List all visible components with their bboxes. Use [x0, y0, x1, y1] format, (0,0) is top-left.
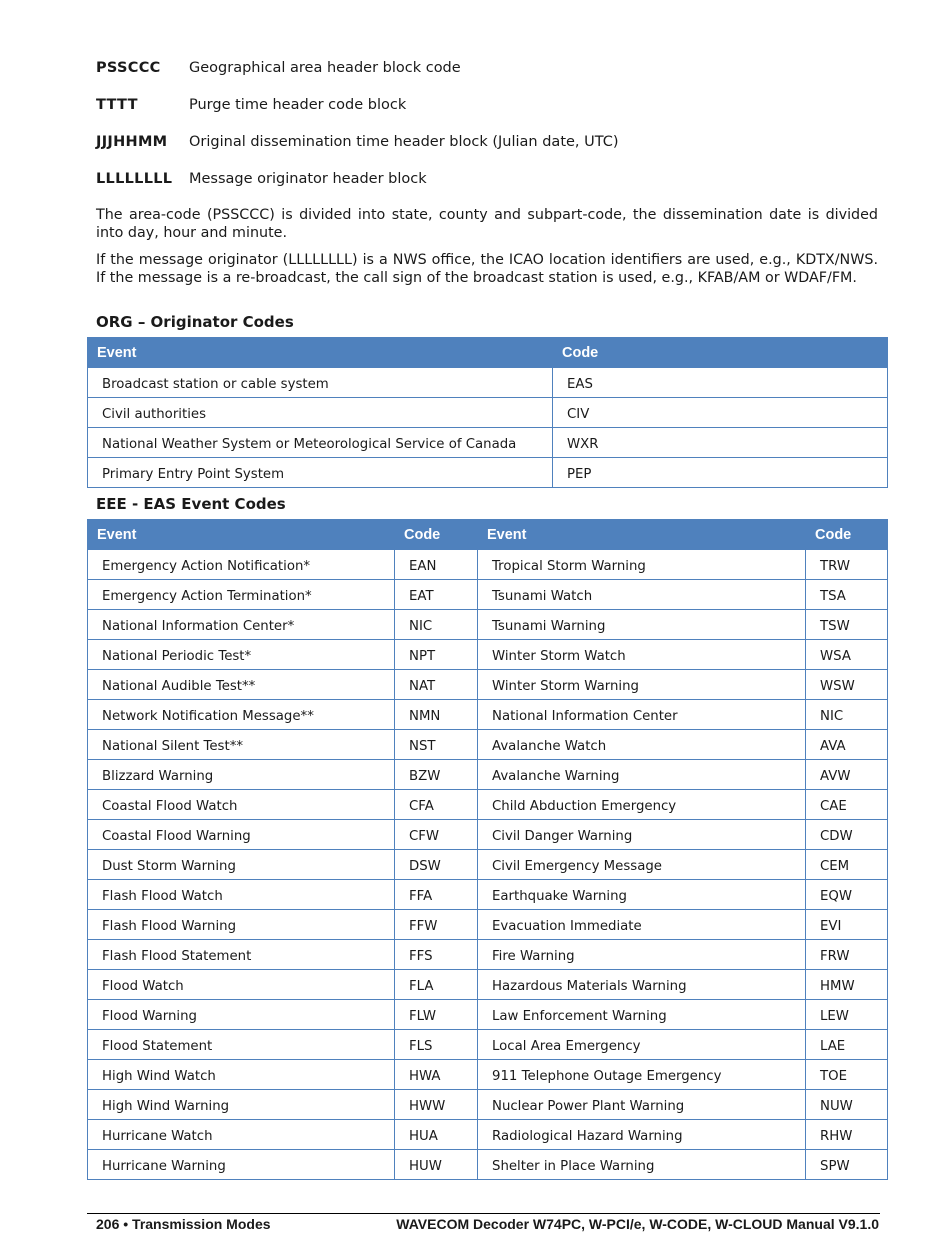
event-cell: Earthquake Warning — [478, 880, 806, 910]
code-cell: PEP — [553, 458, 888, 488]
code-cell: CAE — [806, 790, 888, 820]
event-cell: National Information Center — [478, 700, 806, 730]
event-cell: National Audible Test** — [88, 670, 395, 700]
event-cell: Network Notification Message** — [88, 700, 395, 730]
event-cell: Flood Statement — [88, 1030, 395, 1060]
event-cell: Flood Watch — [88, 970, 395, 1000]
code-cell: CEM — [806, 850, 888, 880]
table-row — [88, 1090, 888, 1120]
code-cell: EAS — [553, 368, 888, 398]
table-row — [88, 640, 888, 670]
table-row — [88, 1030, 888, 1060]
table-row — [88, 368, 888, 398]
event-cell: Flash Flood Warning — [88, 910, 395, 940]
code-cell: FFS — [395, 940, 478, 970]
table-row — [88, 428, 888, 458]
event-cell: Child Abduction Emergency — [478, 790, 806, 820]
table-header-row — [88, 520, 888, 550]
table-row — [88, 458, 888, 488]
event-cell: Radiological Hazard Warning — [478, 1120, 806, 1150]
event-cell: Shelter in Place Warning — [478, 1150, 806, 1180]
code-cell: NMN — [395, 700, 478, 730]
code-cell: FRW — [806, 940, 888, 970]
table-row — [88, 880, 888, 910]
table-row — [88, 398, 888, 428]
column-header-code: Code — [553, 338, 888, 368]
code-cell: SPW — [806, 1150, 888, 1180]
table-row — [88, 670, 888, 700]
event-cell: Emergency Action Notification* — [88, 550, 395, 580]
event-cell: Primary Entry Point System — [88, 458, 553, 488]
event-cell: Tsunami Warning — [478, 610, 806, 640]
code-cell: EVI — [806, 910, 888, 940]
table-row — [88, 850, 888, 880]
table-row — [88, 1150, 888, 1180]
code-cell: HUW — [395, 1150, 478, 1180]
code-cell: NPT — [395, 640, 478, 670]
area-code-paragraph: The area-code (PSSCCC) is divided into state, county and subpart-code, the dissemination date is divided into day, hour and minute. — [96, 207, 878, 241]
event-cell: Winter Storm Watch — [478, 640, 806, 670]
code-cell: NIC — [806, 700, 888, 730]
code-cell: BZW — [395, 760, 478, 790]
event-cell: Civil Danger Warning — [478, 820, 806, 850]
code-cell: TSA — [806, 580, 888, 610]
header-code-definitions — [96, 56, 896, 204]
code-cell: HUA — [395, 1120, 478, 1150]
event-cell: Hurricane Watch — [88, 1120, 395, 1150]
footer-divider — [87, 1213, 880, 1214]
code-cell: LAE — [806, 1030, 888, 1060]
event-cell: Tropical Storm Warning — [478, 550, 806, 580]
table-row — [88, 910, 888, 940]
code-cell: RHW — [806, 1120, 888, 1150]
code-cell: TRW — [806, 550, 888, 580]
code-cell: WXR — [553, 428, 888, 458]
code-cell: FFA — [395, 880, 478, 910]
footer-page-info: 206 • Transmission Modes — [96, 1216, 271, 1232]
event-cell: 911 Telephone Outage Emergency — [478, 1060, 806, 1090]
table-row — [88, 730, 888, 760]
code-cell: EAT — [395, 580, 478, 610]
definition-term: PSSCCC — [96, 60, 161, 76]
table-row — [88, 1060, 888, 1090]
code-cell: WSW — [806, 670, 888, 700]
event-cell: Winter Storm Warning — [478, 670, 806, 700]
column-header-event: Event — [88, 338, 553, 368]
event-cell: Hazardous Materials Warning — [478, 970, 806, 1000]
definition-row — [96, 93, 896, 130]
footer-manual-title: WAVECOM Decoder W74PC, W-PCI/e, W-CODE, W-CLOUD Manual V9.1.0 — [396, 1216, 879, 1232]
definition-row — [96, 167, 896, 204]
column-header-event: Event — [88, 520, 395, 550]
definition-row — [96, 130, 896, 167]
code-cell: TSW — [806, 610, 888, 640]
code-cell: LEW — [806, 1000, 888, 1030]
event-cell: Hurricane Warning — [88, 1150, 395, 1180]
event-cell: National Information Center* — [88, 610, 395, 640]
event-cell: National Periodic Test* — [88, 640, 395, 670]
code-cell: CIV — [553, 398, 888, 428]
originator-paragraph: If the message originator (LLLLLLLL) is a NWS office, the ICAO location identifiers are used, e.g., KDTX/NWS. If the message is a re-broadcast, the call sign of the broadcast station is used, e.g., KFAB/AM or WDAF/FM. — [96, 252, 878, 286]
code-cell: EQW — [806, 880, 888, 910]
definition-term: JJJHHMM — [96, 134, 168, 150]
table-row — [88, 970, 888, 1000]
event-cell: Fire Warning — [478, 940, 806, 970]
event-cell: National Weather System or Meteorological Service of Canada — [88, 428, 553, 458]
event-cell: Civil Emergency Message — [478, 850, 806, 880]
code-cell: FLW — [395, 1000, 478, 1030]
code-cell: FFW — [395, 910, 478, 940]
code-cell: NIC — [395, 610, 478, 640]
table-header-row — [88, 338, 888, 368]
code-cell: WSA — [806, 640, 888, 670]
definition-description: Original dissemination time header block (Julian date, UTC) — [189, 134, 619, 150]
event-cell: Local Area Emergency — [478, 1030, 806, 1060]
event-cell: Emergency Action Termination* — [88, 580, 395, 610]
table-row — [88, 550, 888, 580]
eas-event-codes-table — [87, 519, 888, 1180]
definition-description: Geographical area header block code — [189, 60, 461, 76]
code-cell: CFW — [395, 820, 478, 850]
column-header-code: Code — [806, 520, 888, 550]
event-cell: Avalanche Watch — [478, 730, 806, 760]
event-cell: Avalanche Warning — [478, 760, 806, 790]
code-cell: HMW — [806, 970, 888, 1000]
code-cell: FLS — [395, 1030, 478, 1060]
column-header-code: Code — [395, 520, 478, 550]
definition-term: TTTT — [96, 97, 138, 113]
org-section-title: ORG – Originator Codes — [96, 313, 294, 331]
definition-term: LLLLLLLL — [96, 171, 173, 187]
table-row — [88, 700, 888, 730]
event-cell: High Wind Warning — [88, 1090, 395, 1120]
code-cell: AVW — [806, 760, 888, 790]
table-row — [88, 1000, 888, 1030]
table-row — [88, 790, 888, 820]
table-row — [88, 1120, 888, 1150]
event-cell: Flood Warning — [88, 1000, 395, 1030]
code-cell: HWA — [395, 1060, 478, 1090]
originator-codes-table — [87, 337, 888, 488]
event-cell: Broadcast station or cable system — [88, 368, 553, 398]
code-cell: NAT — [395, 670, 478, 700]
event-cell: Blizzard Warning — [88, 760, 395, 790]
event-cell: Law Enforcement Warning — [478, 1000, 806, 1030]
table-row — [88, 760, 888, 790]
event-cell: National Silent Test** — [88, 730, 395, 760]
event-cell: Coastal Flood Watch — [88, 790, 395, 820]
code-cell: EAN — [395, 550, 478, 580]
event-cell: High Wind Watch — [88, 1060, 395, 1090]
event-cell: Flash Flood Statement — [88, 940, 395, 970]
code-cell: CDW — [806, 820, 888, 850]
definition-description: Purge time header code block — [189, 97, 407, 113]
table-row — [88, 820, 888, 850]
event-cell: Flash Flood Watch — [88, 880, 395, 910]
code-cell: DSW — [395, 850, 478, 880]
table-row — [88, 610, 888, 640]
event-cell: Dust Storm Warning — [88, 850, 395, 880]
event-cell: Civil authorities — [88, 398, 553, 428]
code-cell: TOE — [806, 1060, 888, 1090]
code-cell: HWW — [395, 1090, 478, 1120]
event-cell: Evacuation Immediate — [478, 910, 806, 940]
definition-row — [96, 56, 896, 93]
column-header-event: Event — [478, 520, 806, 550]
event-cell: Coastal Flood Warning — [88, 820, 395, 850]
code-cell: FLA — [395, 970, 478, 1000]
table-row — [88, 940, 888, 970]
definition-description: Message originator header block — [189, 171, 427, 187]
table-row — [88, 580, 888, 610]
code-cell: AVA — [806, 730, 888, 760]
eas-section-title: EEE - EAS Event Codes — [96, 495, 286, 513]
code-cell: CFA — [395, 790, 478, 820]
event-cell: Nuclear Power Plant Warning — [478, 1090, 806, 1120]
code-cell: NST — [395, 730, 478, 760]
code-cell: NUW — [806, 1090, 888, 1120]
event-cell: Tsunami Watch — [478, 580, 806, 610]
